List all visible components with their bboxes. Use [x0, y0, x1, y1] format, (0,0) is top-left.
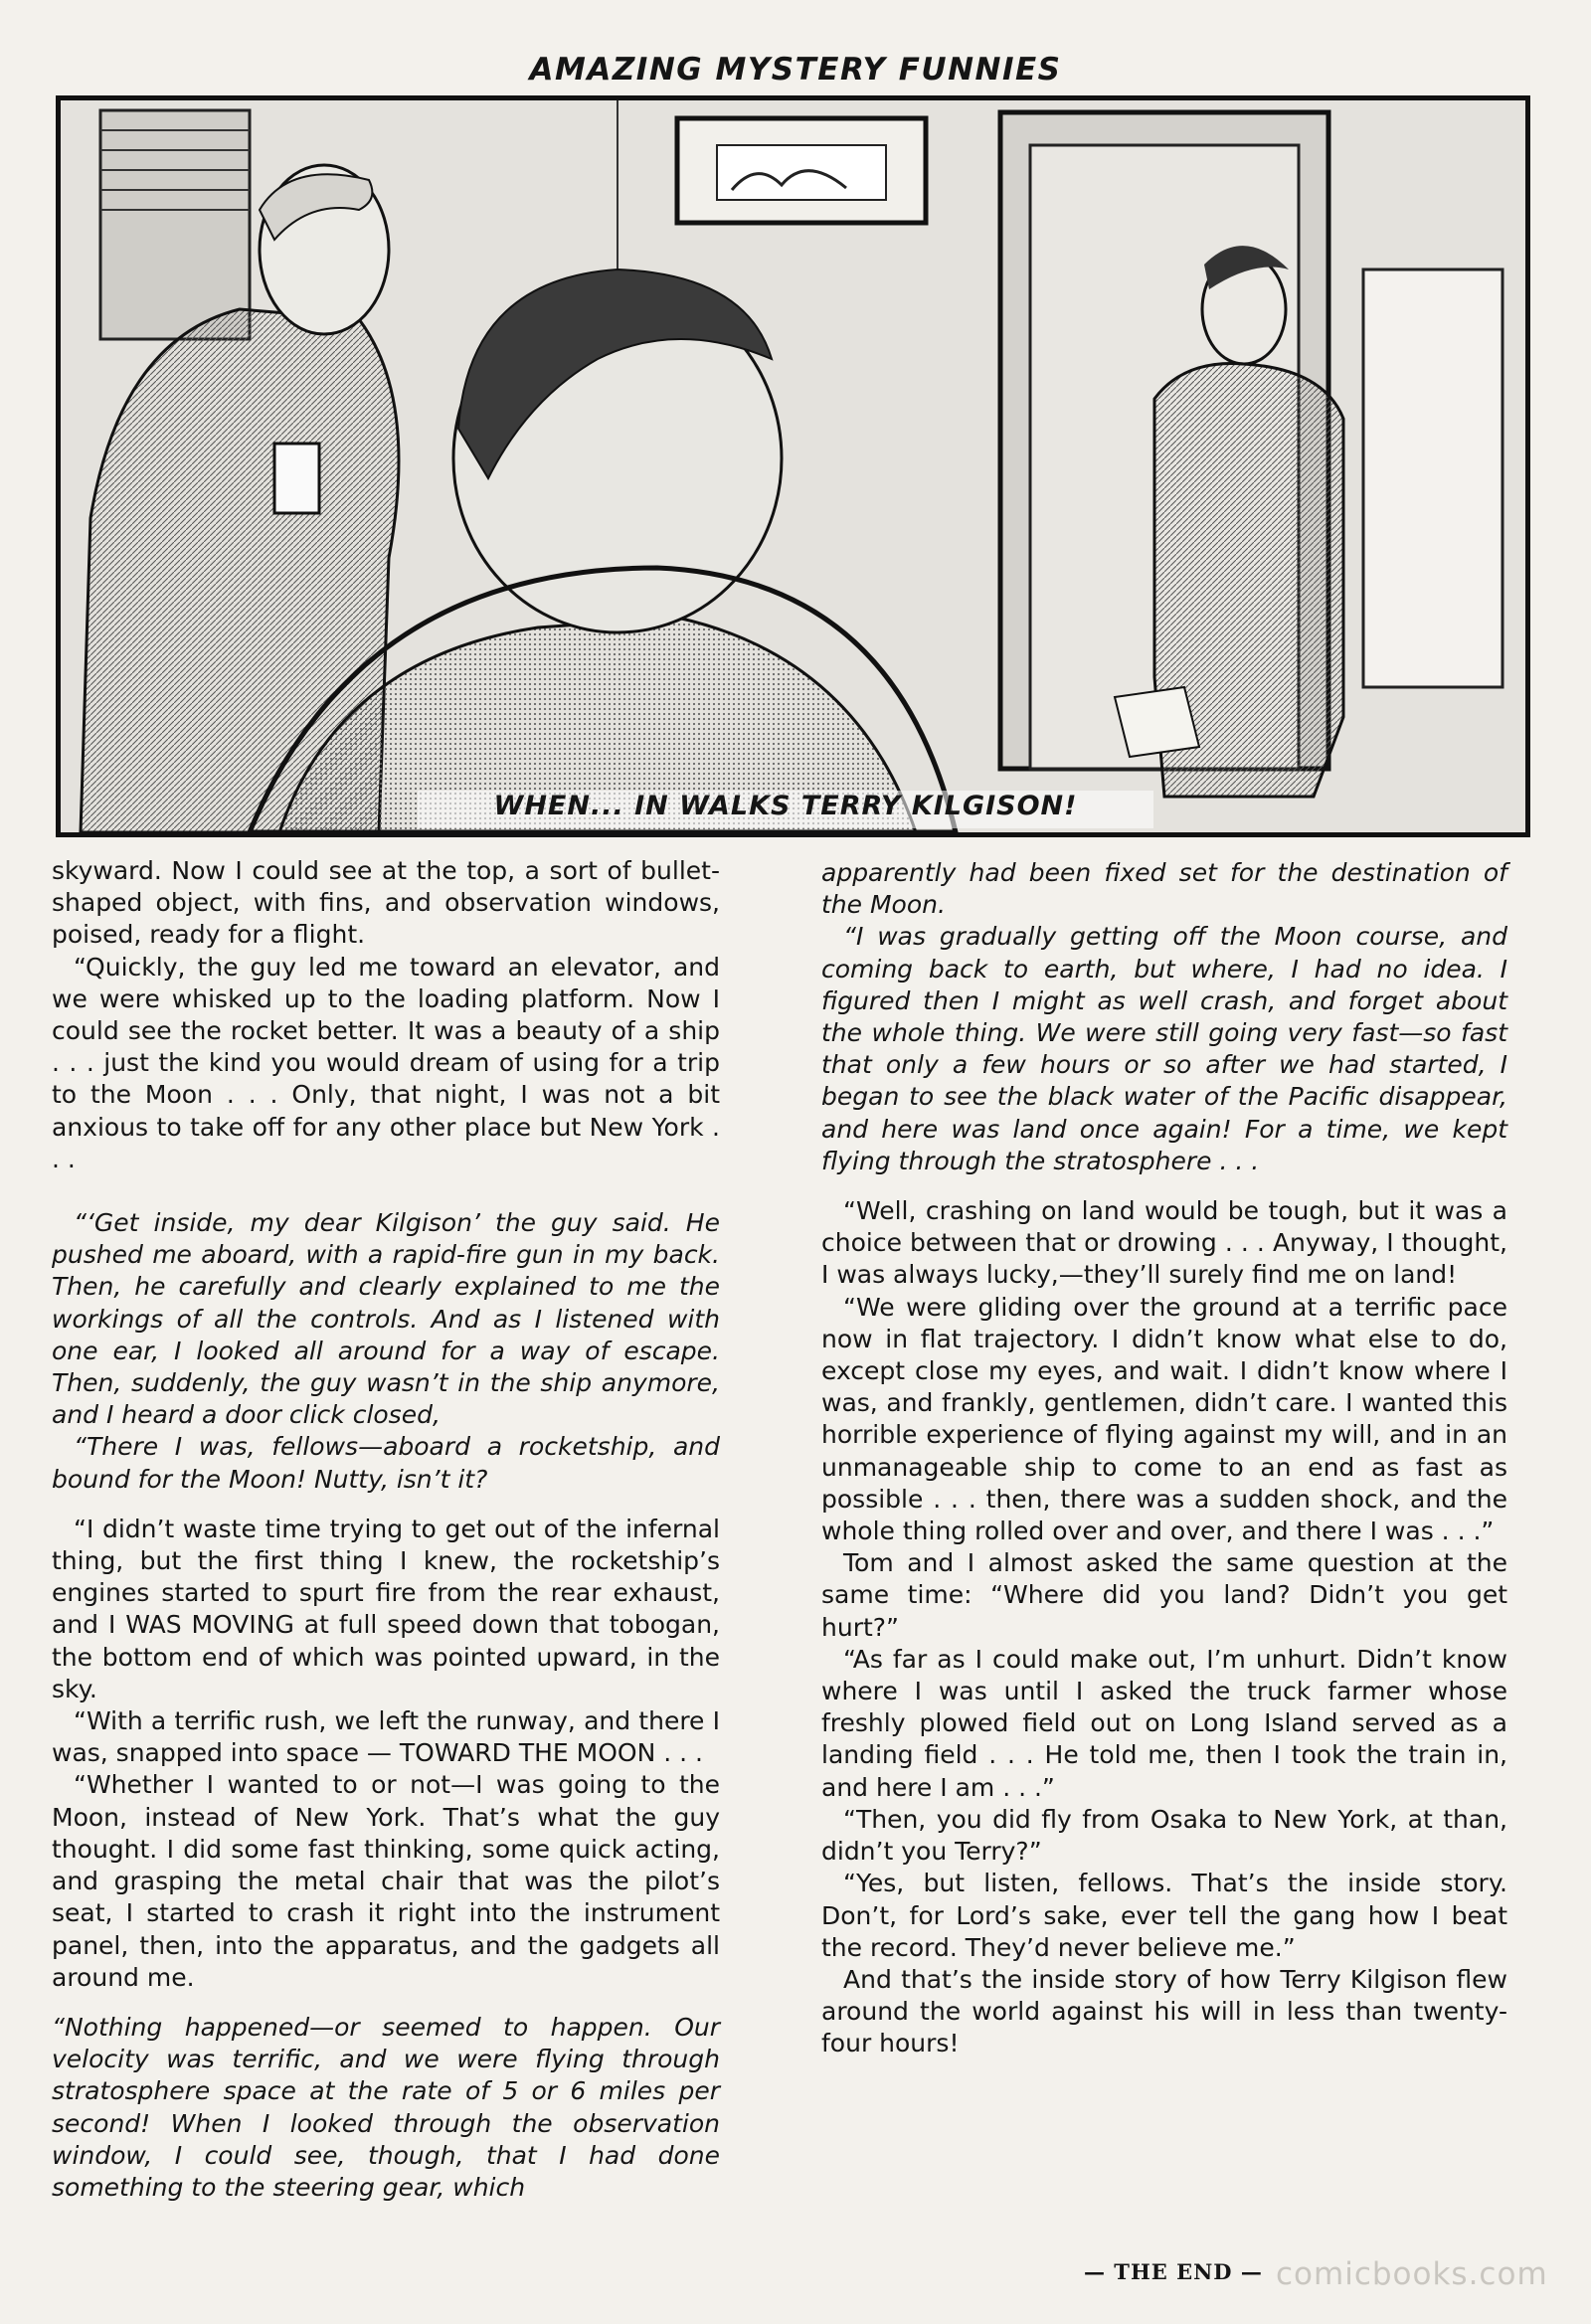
paragraph: Tom and I almost asked the same question at the same time: “Where did you land? Didn’t you get hurt?” — [821, 1548, 1507, 1642]
comic-panel — [56, 95, 1530, 837]
paragraph: “Nothing happened—or seemed to happen. Our velocity was terrific, and we were flying through stratosphere space at the rate of 5 or 6 miles per second! When I looked through the observation window, I could see, though, that I had done something to the steering gear, which — [52, 2012, 720, 2202]
paragraph: “Then, you did fly from Osaka to New York, at than, didn’t you Terry?” — [821, 1804, 1507, 1867]
paragraph: “Well, crashing on land would be tough, but it was a choice between that or drowing . . . Anyway, I thought, I was always lucky,—they’ll surely find me on land! — [821, 1196, 1507, 1290]
paragraph: “We were gliding over the ground at a terrific pace now in flat trajectory. I didn’t know what else to do, except close my eyes, and wait. I didn’t know where I was, and frankly, gentlemen, didn’t care. I wanted this horrible experience of flying against my will, and in an unmanageable ship to come to an end as fast as possible . . . then, there was a sudden shock, and the whole thing rolled over and over, and there I was . . .” — [821, 1292, 1507, 1546]
window-blinds — [100, 110, 250, 339]
framed-picture — [677, 118, 926, 223]
paragraph: skyward. Now I could see at the top, a sort of bullet-shaped object, with fins, and observation windows, poised, ready for a flight. — [52, 856, 720, 950]
page-header: AMAZING MYSTERY FUNNIES — [529, 52, 1062, 88]
paragraph: “As far as I could make out, I’m unhurt. Didn’t know where I was until I asked the truck farmer whose freshly plowed field out on Long Island served as a landing field . . . He told me, then I took the train in, and here I am . . .” — [821, 1644, 1507, 1802]
panel-caption: WHEN... IN WALKS TERRY KILGISON! — [418, 791, 1153, 828]
paragraph: “There I was, fellows—aboard a rocketship, and bound for the Moon! Nutty, isn’t it? — [52, 1432, 720, 1494]
the-end-label: — THE END — — [1084, 2259, 1263, 2284]
paragraph: “Whether I wanted to or not—I was going to the Moon, instead of New York. That’s what the guy thought. I did some fast thinking, some quick acting, and grasping the metal chair that was the pilot’s seat, I started to crash it right into the instrument panel, then, into the apparatus, and the gadgets all around me. — [52, 1770, 720, 1992]
right-text-column — [821, 857, 1507, 2060]
paragraph: “‘Get inside, my dear Kilgison’ the guy said. He pushed me aboard, with a rapid-fire gun in my back. Then, he carefully and clearly explained to me the workings of all the controls. And as I listened with one ear, I looked all around for a way of escape. Then, suddenly, the guy wasn’t in the ship anymore, and I heard a door click closed, — [52, 1208, 720, 1430]
paragraph: “With a terrific rush, we left the runway, and there I was, snapped into space — TOWARD THE MOON . . . — [52, 1706, 720, 1768]
site-watermark: comicbooks.com — [1276, 2256, 1548, 2292]
paragraph: “I was gradually getting off the Moon course, and coming back to earth, but where, I had no idea. I figured then I might as well crash, and forget about the whole thing. We were still going very fast—so fast that only a few hours or so after we had started, I began to see the black water of the Pacific disappear, and here was land once again! For a time, we kept flying through the stratosphere . . . — [821, 922, 1507, 1175]
paragraph: And that’s the inside story of how Terry Kilgison flew around the world against his will in less than twenty-four hours! — [821, 1964, 1507, 2058]
left-text-column — [52, 855, 720, 2204]
paragraph: “Yes, but listen, fellows. That’s the inside story. Don’t, for Lord’s sake, ever tell the gang how I beat the record. They’d never believe me.” — [821, 1869, 1507, 1962]
paragraph: apparently had been fixed set for the destination of the Moon. — [821, 858, 1507, 920]
panel-illustration — [61, 100, 1525, 832]
paragraph: “I didn’t waste time trying to get out of the infernal thing, but the first thing I knew, the rocketship’s engines started to spurt fire from the rear exhaust, and I WAS MOVING at full speed down that tobogan, the bottom end of which was pointed upward, in the sky. — [52, 1514, 720, 1703]
paragraph: “Quickly, the guy led me toward an elevator, and we were whisked up to the loading platform. Now I could see the rocket better. It was a beauty of a ship . . . just the kind you would dream of using for a trip to the Moon . . . Only, that night, I was not a bit anxious to take off for any other place but New York . . . — [52, 952, 720, 1173]
